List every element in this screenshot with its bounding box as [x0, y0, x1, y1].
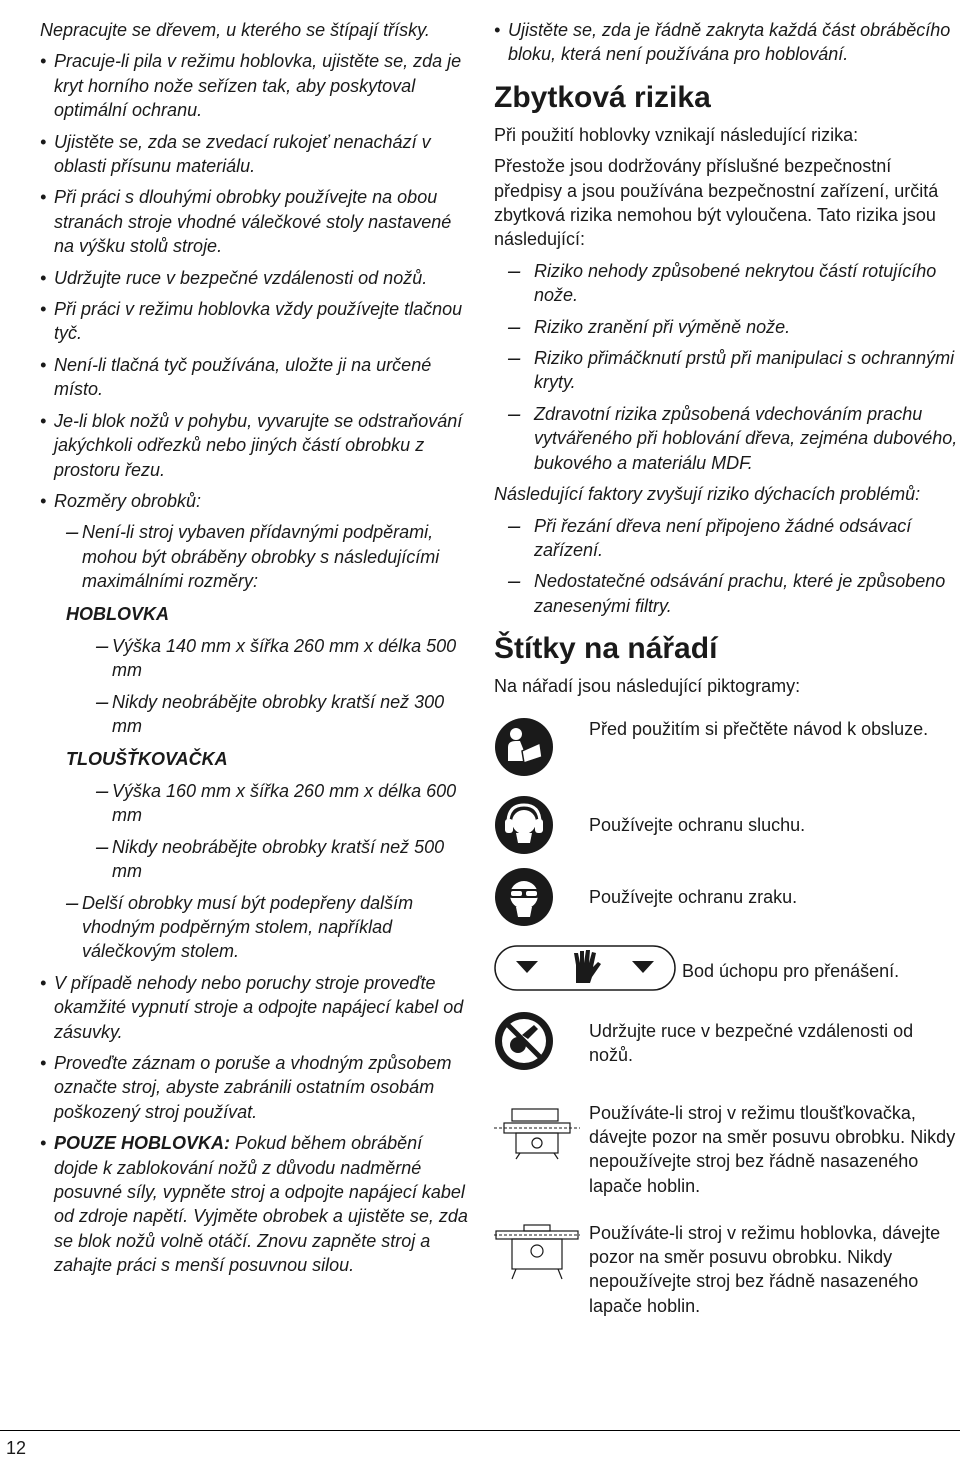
footer-rule — [0, 1430, 960, 1431]
bullet-item: • Ujistěte se, zda je řádně zakryta každá část obráběcího bloku, která není používána pro hoblování. — [494, 18, 960, 67]
paragraph: Při použití hoblovky vznikají následující rizika: — [494, 124, 859, 145]
pictogram-text: Používáte-li stroj v režimu tloušťkovačka, dávejte pozor na směr posuvu obrobku. Nikdy nepoužívejte stroj bez řádně nasazeného lapače hoblin. — [589, 1102, 956, 1196]
pictogram-text: Před použitím si přečtěte návod k obsluze. — [589, 718, 929, 739]
bullet-item: • Ujistěte se, zda se zvedací rukojeť nenachází v oblasti přísunu materiálu. — [40, 130, 470, 179]
pictogram-row — [494, 1101, 960, 1209]
pictogram-row — [494, 717, 960, 783]
bullet-item: • Je-li blok nožů v pohybu, vyvarujte se odstraňování jakýchkoli odřezků nebo jiných částí obrobku z prostoru řezu. — [40, 409, 470, 482]
keep-hands-away-icon — [494, 1011, 554, 1071]
bullet-item: • Proveďte záznam o poruše a vhodným způsobem označte stroj, abyste zabránili ostatním osobám poškozený stroj používat. — [40, 1051, 470, 1124]
read-manual-icon — [494, 717, 554, 777]
planer-item: – Výška 140 mm x šířka 260 mm x délka 500 mm — [96, 634, 470, 683]
paragraph: Následující faktory zvyšují riziko dýchacích problémů: — [494, 484, 921, 505]
tool-labels-heading: Štítky na nářadí — [494, 632, 718, 666]
thicknesser-heading: TLOUŠŤKOVAČKA — [66, 748, 228, 769]
thicknesser-item: – Nikdy neobrábějte obrobky kratší než 500 mm — [96, 835, 470, 884]
page-number: 12 — [6, 1438, 27, 1458]
bullet-item: • Není-li tlačná tyč používána, uložte ji na určené místo. — [40, 353, 470, 402]
pictogram-text: Používejte ochranu zraku. — [589, 886, 798, 907]
pictogram-text: Udržujte ruce v bezpečné vzdálenosti od nožů. — [589, 1020, 914, 1065]
pictogram-row — [494, 867, 960, 927]
right-column — [494, 18, 960, 1341]
paragraph: Na nářadí jsou následující piktogramy: — [494, 676, 801, 697]
risk-item: – Riziko nehody způsobené nekrytou částí rotujícího nože. — [508, 259, 960, 308]
pictogram-row — [494, 1011, 960, 1089]
pictogram-row — [494, 795, 960, 855]
paragraph: Přestože jsou dodržovány příslušné bezpečnostní předpisy a jsou používána bezpečnostní zařízení, určitá zbytková rizika nemohou být vyloučena. Tato rizika jsou následující: — [494, 156, 939, 250]
bullet-item-planer-only — [40, 1131, 470, 1277]
planer-feed-icon — [494, 1221, 580, 1281]
pictogram-row — [494, 1221, 960, 1329]
continued-paragraph: Nepracujte se dřevem, u kterého se štípají třísky. — [40, 20, 430, 40]
pictogram-text: Bod úchopu pro přenášení. — [682, 960, 900, 981]
carry-grip-icon — [494, 945, 676, 991]
pictogram-text: Používejte ochranu sluchu. — [589, 814, 806, 835]
planer-only-text: Pokud během obrábění dojde k zablokování nožů z důvodu nadměrné posuvné síly, vypněte stroj a odpojte napájecí kabel od zdroje napětí. Vyjměte obrobek a ujistěte se, zda se blok nožů volně otáčí. Znovu zapněte stroj a zahajte práci s menší posuvnou silou. — [54, 1133, 468, 1276]
pictogram-text: Používáte-li stroj v režimu hoblovka, dávejte pozor na směr posuvu obrobku. Nikdy nepoužívejte stroj bez řádně nasazeného lapače hoblin. — [589, 1222, 941, 1316]
factor-item: – Při řezání dřeva není připojeno žádné odsávací zařízení. — [508, 514, 960, 563]
planer-only-label: POUZE HOBLOVKA: — [54, 1133, 231, 1154]
risk-item: – Zdravotní rizika způsobená vdechováním prachu vytvářeného při hoblování dřeva, zejména dubového, bukového a materiálu MDF. — [508, 402, 960, 475]
dimensions-label: • Rozměry obrobků: — [40, 489, 470, 513]
pictogram-row — [494, 939, 960, 999]
risk-item: – Riziko zranění při výměně nože. — [508, 315, 960, 339]
longer-workpieces-note: – Delší obrobky musí být podepřeny dalším vhodným podpěrným stolem, například válečkovým stolem. — [66, 891, 470, 964]
planer-item: – Nikdy neobrábějte obrobky kratší než 300 mm — [96, 690, 470, 739]
risk-item: – Riziko přimáčknutí prstů při manipulaci s ochrannými kryty. — [508, 346, 960, 395]
dimensions-intro: – Není-li stroj vybaven přídavnými podpěrami, mohou být obráběny obrobky s následujícími maximálními rozměry: — [66, 520, 470, 593]
thicknesser-feed-icon — [494, 1101, 580, 1161]
bullet-item: • V případě nehody nebo poruchy stroje proveďte okamžité vypnutí stroje a odpojte napájecí kabel od zásuvky. — [40, 971, 470, 1044]
bullet-item: • Udržujte ruce v bezpečné vzdálenosti od nožů. — [40, 266, 470, 290]
bullet-item: • Při práci v režimu hoblovka vždy používejte tlačnou tyč. — [40, 297, 470, 346]
eye-protection-icon — [494, 867, 554, 927]
residual-risks-heading: Zbytková rizika — [494, 80, 711, 114]
factor-item: – Nedostatečné odsávání prachu, které je způsobeno zanesenými filtry. — [508, 569, 960, 618]
planer-heading: HOBLOVKA — [66, 603, 169, 624]
left-column — [40, 18, 470, 1285]
bullet-item: • Při práci s dlouhými obrobky používejte na obou stranách stroje vhodné válečkové stoly nastavené na výšku stolů stroje. — [40, 185, 470, 258]
thicknesser-item: – Výška 160 mm x šířka 260 mm x délka 600 mm — [96, 779, 470, 828]
bullet-item: • Pracuje-li pila v režimu hoblovka, ujistěte se, zda je kryt horního nože seřízen tak, aby poskytoval optimální ochranu. — [40, 49, 470, 122]
ear-protection-icon — [494, 795, 554, 855]
